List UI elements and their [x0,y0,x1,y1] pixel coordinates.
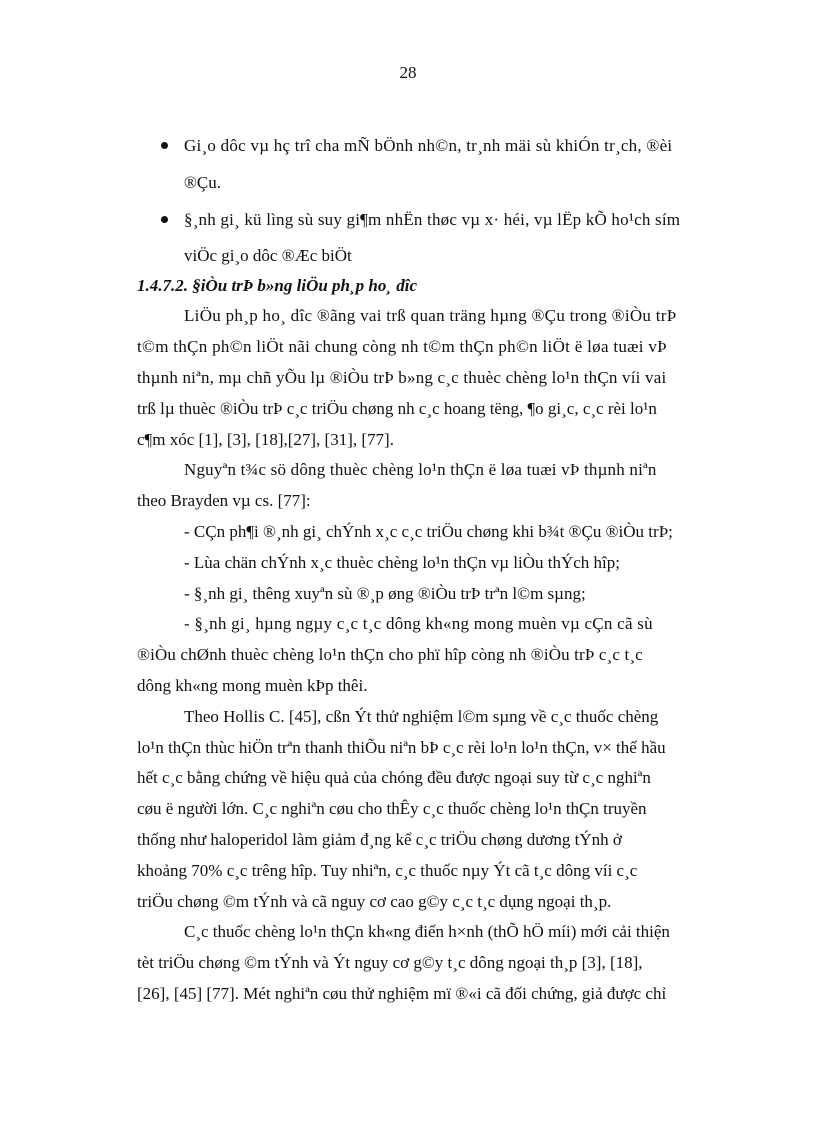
body-line: - §¸nh gi¸ thêng xuyªn sù ®¸p øng ®iÒu trÞ trªn l©m sµng; [184,584,586,603]
body-line: thống như haloperidol làm giảm đ¸ng kể c¸c triÖu chøng dương tÝnh ở [137,830,622,849]
body-line: - Lùa chän chÝnh x¸c thuèc chèng lo¹n thÇn vµ liÒu thÝch hîp; [184,553,621,572]
body-line: t©m thÇn ph©n liÖt nãi chung còng nh t©m thÇn ph©n liÖt ë løa tuæi vÞ [137,337,667,356]
body-line: thµnh niªn, mµ chñ yÕu lµ ®iÒu trÞ b»ng c¸c thuèc chèng lo¹n thÇn víi vai [137,368,667,387]
body-line: ®iÒu chØnh thuèc chèng lo¹n thÇn cho phï hîp còng nh ®iÒu trÞ c¸c t¸c [137,645,643,664]
body-line: hết c¸c bằng chứng về hiệu quả của chóng đều được ngoại suy từ c¸c nghiªn [137,768,651,787]
body-line: LiÖu ph¸p ho¸ dîc ®ãng vai trß quan träng hµng ®Çu trong ®iÒu trÞ [184,306,677,325]
section-heading: 1.4.7.2. §iÒu trÞ b»ng liÖu ph¸p ho¸ dîc [137,276,418,295]
body-line: Nguyªn t¾c sö dông thuèc chèng lo¹n thÇn ë løa tuæi vÞ thµnh niªn [184,460,657,479]
body-line: dông kh«ng mong muèn kÞp thêi. [137,676,368,695]
bullet-dot [161,142,168,149]
bullet-line: Gi¸o dôc vµ hç trî cha mÑ bÖnh nh©n, tr¸nh mäi sù khiÓn tr¸ch, ®èi [184,136,673,155]
bullet-line: §¸nh gi¸ kü lìng sù suy gi¶m nhËn thøc vµ x· héi, vµ lËp kÕ ho¹ch sím [184,210,681,229]
body-line: trß lµ thuèc ®iÒu trÞ c¸c triÖu chøng nh c¸c hoang tëng, ¶o gi¸c, c¸c rèi lo¹n [137,399,657,418]
body-line: lo¹n thÇn thùc hiÖn trªn thanh thiÕu niªn bÞ c¸c rèi lo¹n lo¹n thÇn, v× thế hầu [137,738,666,757]
body-line: C¸c thuốc chèng lo¹n thÇn kh«ng điển h×nh (thÕ hÖ míi) mới cải thiện [184,922,670,941]
bullet-line: ®Çu. [184,173,222,192]
body-line: - §¸nh gi¸ hµng ngµy c¸c t¸c dông kh«ng mong muèn vµ cÇn cã sù [184,614,653,633]
body-line: tèt triÖu chøng ©m tÝnh và Ýt nguy cơ g©y t¸c dông ngoại th¸p [3], [18], [137,953,643,972]
bullet-dot [161,216,168,223]
body-line: theo Brayden vµ cs. [77]: [137,491,311,510]
body-line: cøu ë người lớn. C¸c nghiªn cøu cho thÊy c¸c thuốc chèng lo¹n thÇn truyền [137,799,647,818]
body-line: Theo Hollis C. [45], cßn Ýt thử nghiệm l©m sµng về c¸c thuốc chèng [184,707,659,726]
page-number: 28 [399,63,417,82]
body-line: [26], [45] [77]. Mét nghiªn cøu thử nghiệm mï ®«i cã đối chứng, giả được chỉ [137,984,667,1003]
bullet-line: viÖc gi¸o dôc ®Æc biÖt [184,246,352,265]
body-line: khoảng 70% c¸c trêng hîp. Tuy nhiªn, c¸c thuốc nµy Ýt cã t¸c dông víi c¸c [137,861,638,880]
body-line: - CÇn ph¶i ®¸nh gi¸ chÝnh x¸c c¸c triÖu chøng khi b¾t ®Çu ®iÒu trÞ; [184,522,673,541]
body-line: triÖu chøng ©m tÝnh và cã nguy cơ cao g©y c¸c t¸c dụng ngoại th¸p. [137,892,612,911]
body-line: c¶m xóc [1], [3], [18],[27], [31], [77]. [137,430,394,449]
